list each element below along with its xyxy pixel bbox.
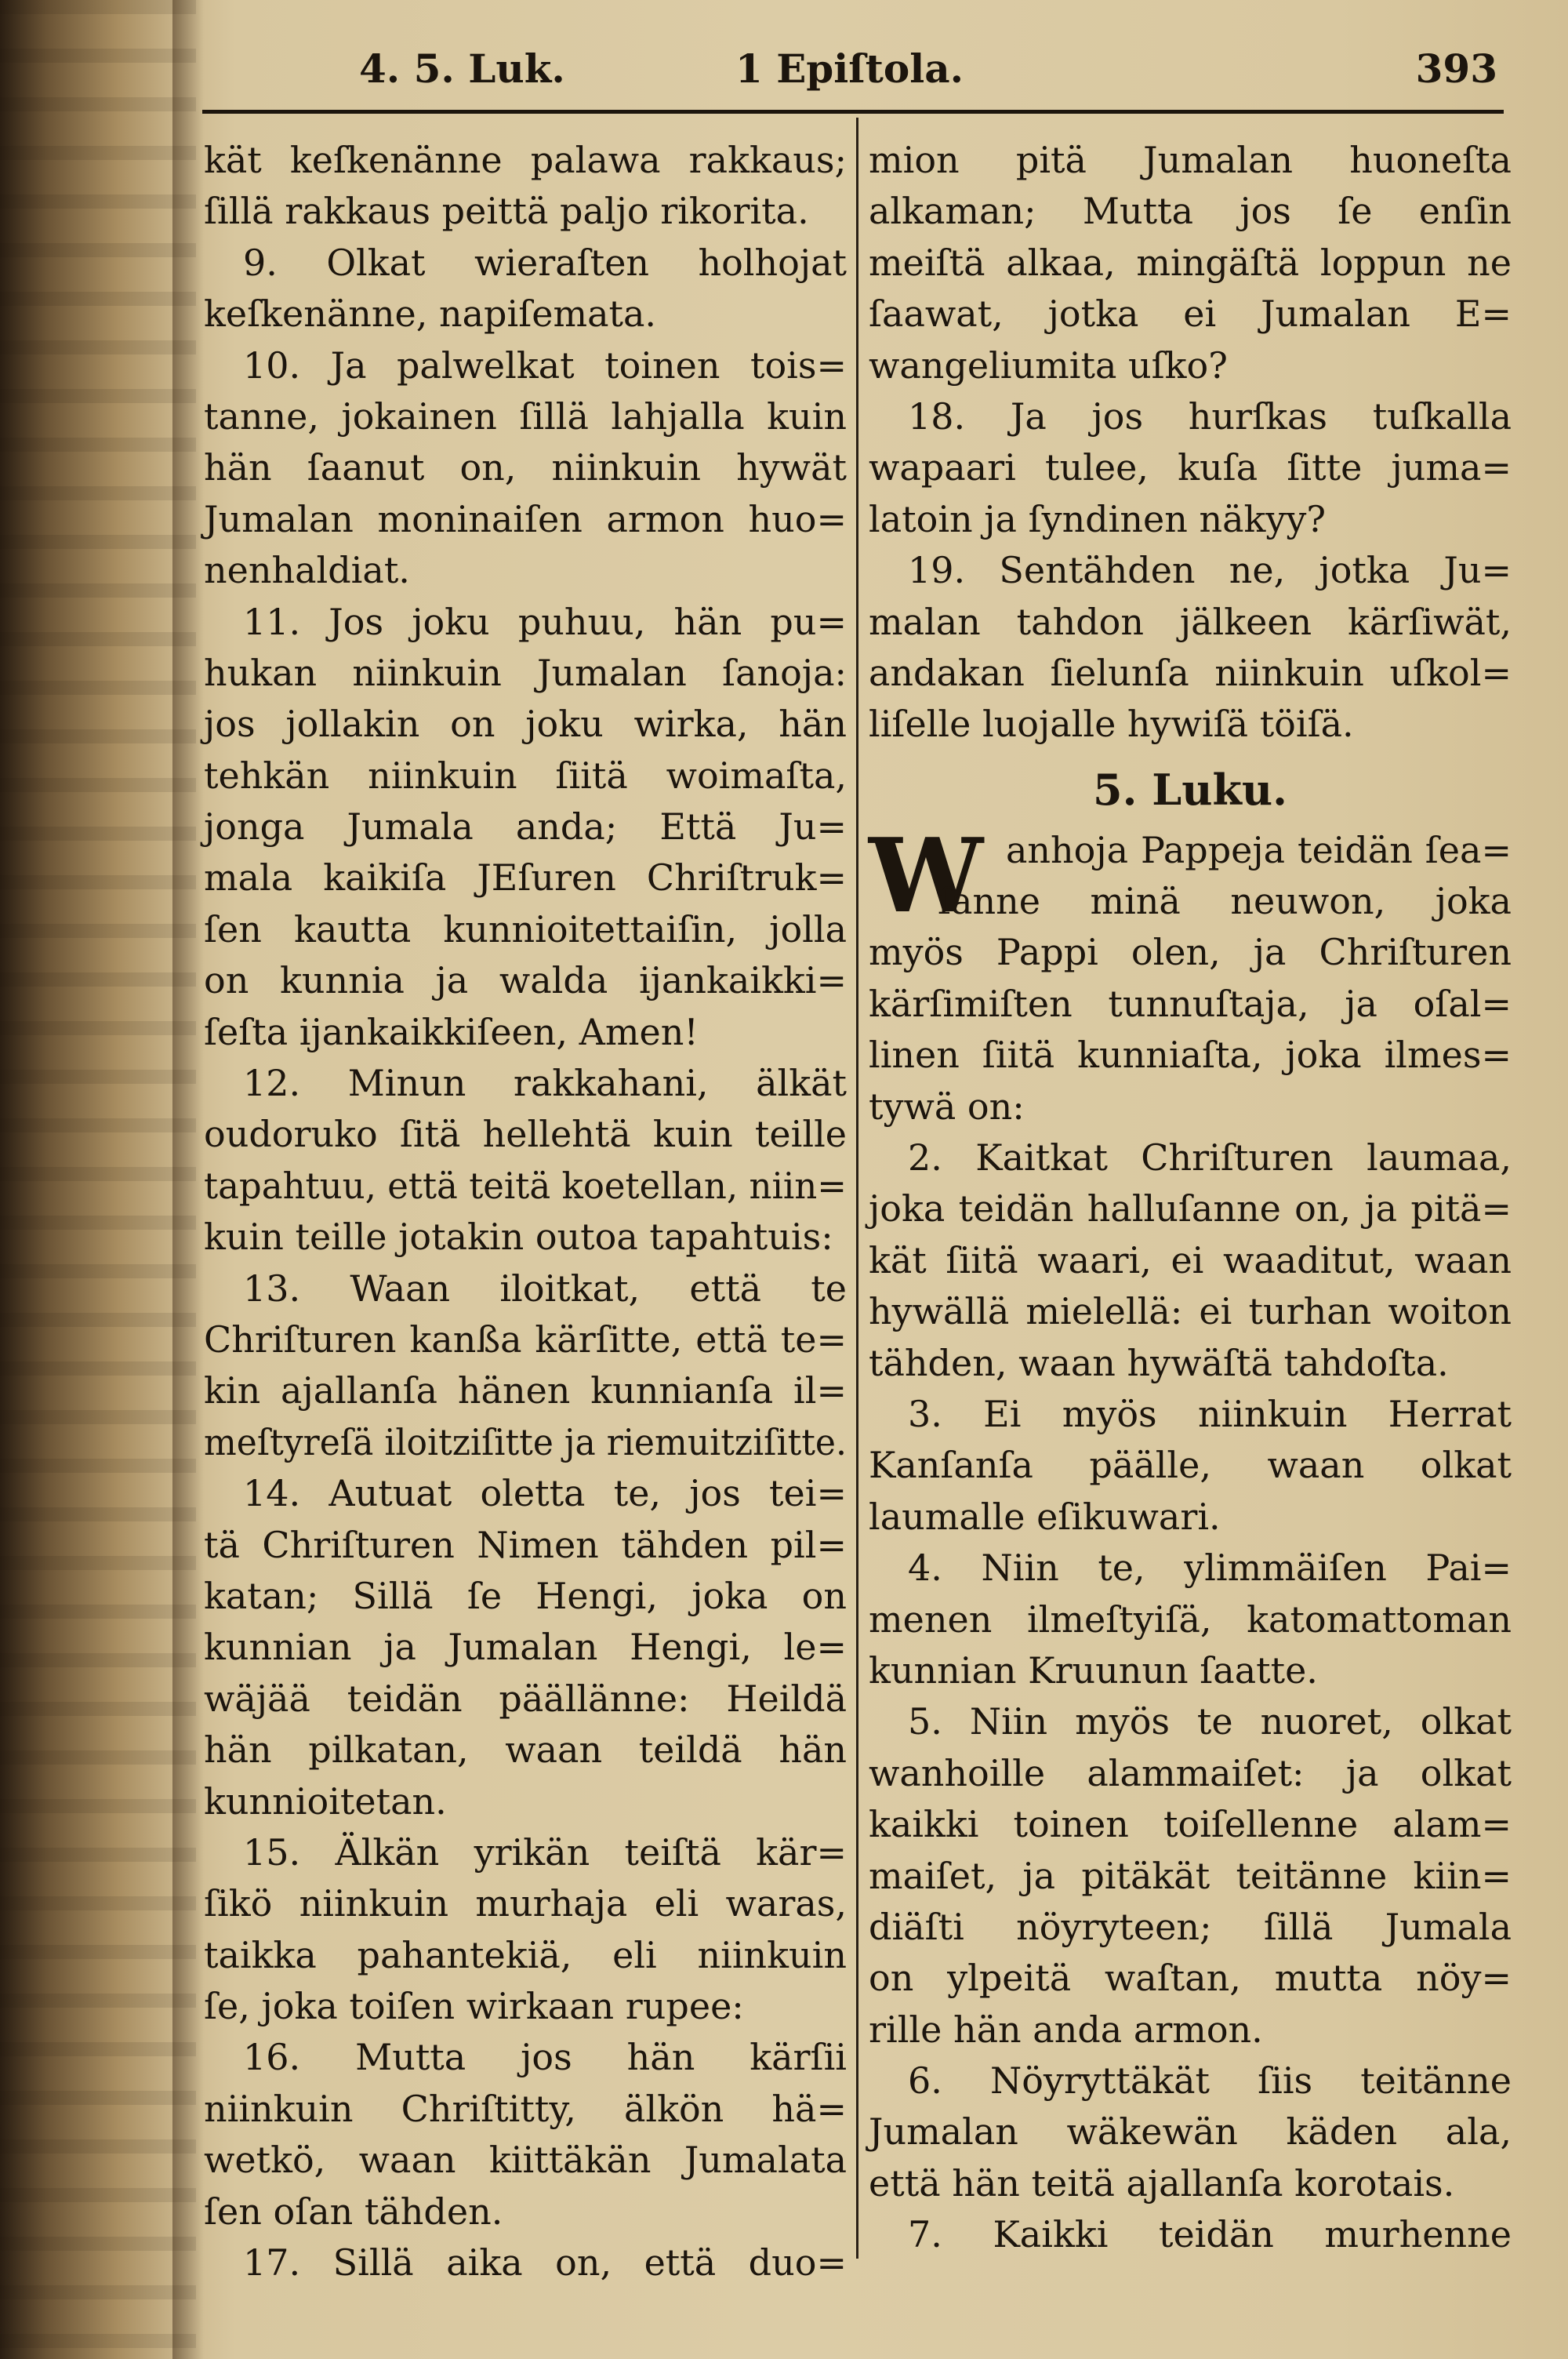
line-text: andakan ſielunſa niinkuin uſkol=: [869, 651, 1512, 694]
line-text: kin ajallanſa hänen kunnianſa il=: [204, 1369, 847, 1412]
text-line: [204, 852, 847, 903]
line-text: 13. Waan iloitkat, että te: [243, 1267, 847, 1310]
text-line: [869, 1389, 1512, 1440]
text-line: [204, 1622, 847, 1673]
line-text: 11. Jos joku puhuu, hän pu=: [243, 600, 847, 643]
text-line: [204, 1827, 847, 1878]
line-text: kät keſkenänne palawa rakkaus;: [204, 139, 847, 181]
line-text: ſaawat, jotka ei Jumalan E=: [869, 293, 1512, 336]
line-text: wetkö, waan kiittäkän Jumalata: [204, 2139, 847, 2182]
text-line: [204, 2084, 847, 2135]
line-text: Chriſturen kanßa kärſitte, että te=: [204, 1318, 847, 1361]
text-line: [869, 340, 1512, 391]
text-line: [869, 1286, 1512, 1337]
line-text: katan; Sillä ſe Hengi, joka on: [204, 1574, 847, 1617]
text-line: [869, 1081, 1512, 1132]
header-rule: [202, 110, 1504, 114]
text-line: [869, 648, 1512, 699]
line-text: mala kaikiſa JEſuren Chriſtruk=: [204, 856, 847, 900]
text-line: [204, 1520, 847, 1571]
line-text: taikka pahantekiä, eli niinkuin: [204, 1933, 847, 1976]
line-text: 9. Olkat wieraſten holhojat: [243, 241, 847, 284]
line-text: hywällä mielellä: ei turhan woiton: [869, 1290, 1512, 1333]
text-line: [204, 1571, 847, 1622]
line-text: ſikö niinkuin murhaja eli waras,: [204, 1882, 847, 1925]
text-line: [869, 1440, 1512, 1491]
text-line: [204, 1725, 847, 1776]
page-fold-shadow: [172, 0, 204, 2359]
text-line: [204, 1109, 847, 1160]
line-text: nenhaldiat.: [204, 549, 410, 592]
text-line: [869, 1594, 1512, 1645]
line-text: Kanſanſa päälle, waan olkat: [869, 1444, 1512, 1487]
line-text: wangeliumita uſko?: [869, 343, 1228, 387]
text-line: [869, 1235, 1512, 1286]
text-line: [869, 545, 1512, 596]
text-line: [204, 1468, 847, 1519]
text-line: [869, 289, 1512, 340]
page-number: 393: [1415, 45, 1497, 92]
line-text: ſanne minä neuwon, joka: [938, 880, 1512, 923]
text-line: [869, 1132, 1512, 1183]
text-line: [869, 2055, 1512, 2106]
chapter-heading: 5. Luku.: [1093, 764, 1287, 815]
text-line: [204, 1981, 847, 2032]
text-line: [869, 1902, 1512, 1953]
text-line: [204, 1365, 847, 1416]
line-text: ſillä rakkaus peittä paljo rikorita.: [204, 190, 809, 233]
text-line: [204, 904, 847, 955]
text-line: [869, 1799, 1512, 1850]
text-line: [869, 1748, 1512, 1799]
text-line: [204, 1674, 847, 1725]
line-text: ſen oſan tähden.: [204, 2190, 503, 2233]
line-text: jos jollakin on joku wirka, hän: [204, 703, 847, 746]
running-header: [202, 38, 1497, 100]
text-line: [204, 1007, 847, 1058]
adjacent-page-edge: [0, 0, 196, 2359]
line-text: anhoja Pappeja teidän ſea=: [1006, 828, 1512, 871]
line-text: myös Pappi olen, ja Chriſturen: [869, 931, 1512, 974]
line-text: keſkenänne, napiſemata.: [204, 293, 657, 336]
line-text: meiſtä alkaa, mingäſtä loppun ne: [869, 241, 1512, 284]
line-text: rille hän anda armon.: [869, 2008, 1263, 2051]
text-line: [204, 648, 847, 699]
line-text: oudoruko ſitä hellehtä kuin teille: [204, 1113, 847, 1156]
text-line: [869, 494, 1512, 545]
line-text: kuin teille jotakin outoa tapahtuis:: [204, 1216, 833, 1259]
text-line: [204, 135, 847, 186]
line-text: niinkuin Chriſtitty, älkön hä=: [204, 2087, 847, 2130]
line-text: ſen kautta kunnioitettaiſin, jolla: [204, 907, 847, 951]
line-text: 3. Ei myös niinkuin Herrat: [908, 1392, 1512, 1435]
line-text: tapahtuu, että teitä koetellan, niin=: [204, 1164, 847, 1207]
line-text: laumalle eſikuwari.: [869, 1495, 1221, 1538]
line-text: kunnian Kruunun ſaatte.: [869, 1648, 1318, 1692]
line-text: kunnioitetan.: [204, 1779, 447, 1823]
left-column: [204, 135, 847, 2288]
text-line: [204, 1263, 847, 1314]
line-text: joka teidän halluſanne on, ja pitä=: [869, 1187, 1512, 1230]
line-text: tanne, jokainen ſillä lahjalla kuin: [204, 394, 847, 438]
text-line: [204, 1417, 847, 1468]
text-line: [869, 238, 1512, 289]
line-text: 17. Sillä aika on, että duo=: [243, 2241, 847, 2284]
text-line: [204, 955, 847, 1006]
line-text: hän ſaanut on, niinkuin hywät: [204, 446, 847, 489]
line-text: kärſimiſten tunnuſtaja, ja oſal=: [869, 982, 1512, 1025]
line-text: tywä on:: [869, 1085, 1025, 1128]
text-line: [869, 1543, 1512, 1594]
text-line: [204, 545, 847, 596]
line-text: 2. Kaitkat Chriſturen laumaa,: [908, 1136, 1512, 1180]
text-line: [869, 1030, 1512, 1081]
line-text: 16. Mutta jos hän kärſii: [243, 2036, 847, 2079]
text-line: [869, 135, 1512, 186]
line-text: 14. Autuat oletta te, jos tei=: [243, 1472, 847, 1515]
line-text: tehkän niinkuin ſiitä woimaſta,: [204, 754, 847, 797]
line-text: malan tahdon jälkeen kärſiwät,: [869, 600, 1512, 643]
text-line: [204, 1930, 847, 1981]
line-text: 10. Ja palwelkat toinen tois=: [243, 343, 847, 387]
text-line: [204, 1212, 847, 1263]
line-text: 18. Ja jos hurſkas tuſkalla: [908, 394, 1512, 438]
text-line: [204, 340, 847, 391]
line-text: tähden, waan hywäſtä tahdoſta.: [869, 1341, 1449, 1384]
text-line: [869, 1696, 1512, 1747]
line-text: mion pitä Jumalan huoneſta: [869, 139, 1512, 181]
text-line: [204, 1776, 847, 1827]
text-line: [204, 1314, 847, 1365]
text-line: [869, 391, 1512, 442]
text-line: [204, 1878, 847, 1929]
text-line: [204, 494, 847, 545]
text-line: [869, 876, 1512, 927]
text-line: [204, 597, 847, 648]
line-text: 5. Niin myös te nuoret, olkat: [908, 1700, 1512, 1743]
text-line: [869, 979, 1512, 1030]
line-text: 7. Kaikki teidän murhenne: [908, 2213, 1512, 2256]
text-line: [869, 1851, 1512, 1902]
line-text: latoin ja ſyndinen näkyy?: [869, 497, 1327, 540]
line-text: Jumalan moninaiſen armon huo=: [204, 497, 847, 540]
text-line: [204, 699, 847, 750]
text-line: [204, 1058, 847, 1109]
line-text: kät ſiitä waari, ei waaditut, waan: [869, 1238, 1512, 1281]
text-line: [869, 699, 1512, 750]
line-text: on kunnia ja walda ijankaikki=: [204, 959, 847, 1002]
line-text: 6. Nöyryttäkät ſiis teitänne: [908, 2059, 1512, 2103]
text-line: [869, 2209, 1512, 2260]
line-text: 12. Minun rakkahani, älkät: [243, 1062, 847, 1105]
line-text: kaikki toinen toiſellenne alam=: [869, 1803, 1512, 1846]
text-line: [204, 442, 847, 493]
text-line: [204, 2135, 847, 2186]
text-line: [204, 186, 847, 237]
text-line: [204, 1161, 847, 1212]
column-divider: [856, 118, 858, 2259]
line-text: kunnian ja Jumalan Hengi, le=: [204, 1626, 847, 1669]
text-line: [869, 927, 1512, 978]
drop-cap: W: [869, 815, 983, 936]
line-text: Jumalan wäkewän käden ala,: [869, 2110, 1512, 2154]
text-line: [204, 391, 847, 442]
line-text: alkaman; Mutta jos ſe enſin: [869, 190, 1512, 233]
text-line: [869, 186, 1512, 237]
line-text: wapaari tulee, kuſa ſitte juma=: [869, 446, 1512, 489]
right-column: [869, 135, 1512, 2261]
line-text: 15. Älkän yrikän teiſtä kär=: [243, 1830, 847, 1874]
line-text: meſtyreſä iloitziſitte ja riemuitziſitte.: [204, 1420, 847, 1463]
text-line: [869, 2005, 1512, 2055]
line-text: 19. Sentähden ne, jotka Ju=: [908, 549, 1512, 592]
line-text: wäjää teidän päällänne: Heildä: [204, 1677, 847, 1720]
text-line: [869, 1183, 1512, 1234]
line-text: ſe, joka toiſen wirkaan rupee:: [204, 1985, 744, 2028]
line-text: diäſti nöyryteen; ſillä Jumala: [869, 1905, 1512, 1948]
line-text: ſeſta ijankaikkiſeen, Amen!: [204, 1010, 699, 1053]
line-text: maiſet, ja pitäkät teitänne kiin=: [869, 1854, 1512, 1897]
text-line: [869, 1953, 1512, 2004]
line-text: jonga Jumala anda; Että Ju=: [204, 805, 847, 849]
line-text: wanhoille alammaiſet: ja olkat: [869, 1751, 1512, 1794]
text-line: [869, 442, 1512, 493]
line-text: on ylpeitä waſtan, mutta nöy=: [869, 1957, 1512, 2000]
text-line: [204, 2032, 847, 2083]
text-line: [204, 238, 847, 289]
book-title: 1 Epiſtola.: [735, 45, 964, 92]
text-line: [869, 2158, 1512, 2209]
chapter-reference: 4. 5. Luk.: [359, 45, 565, 92]
text-line: [204, 2186, 847, 2237]
text-line: [869, 1338, 1512, 1389]
line-text: 4. Niin te, ylimmäiſen Pai=: [908, 1547, 1512, 1590]
text-line: [869, 2106, 1512, 2157]
line-text: menen ilmeſtyiſä, katomattoman: [869, 1598, 1512, 1641]
text-line: [869, 597, 1512, 648]
line-text: tä Chriſturen Nimen tähden pil=: [204, 1523, 847, 1566]
text-line: [204, 751, 847, 801]
line-text: että hän teitä ajallanſa korotais.: [869, 2161, 1455, 2205]
text-line: [204, 2237, 847, 2288]
line-text: hukan niinkuin Jumalan ſanoja:: [204, 651, 847, 694]
line-text: linen ſiitä kunniaſta, joka ilmes=: [869, 1034, 1512, 1077]
text-line: [204, 801, 847, 852]
line-text: liſelle luojalle hywiſä töiſä.: [869, 703, 1354, 746]
line-text: hän pilkatan, waan teildä hän: [204, 1728, 847, 1772]
text-line: [869, 1645, 1512, 1696]
text-line: [869, 1492, 1512, 1543]
text-line: [204, 289, 847, 340]
